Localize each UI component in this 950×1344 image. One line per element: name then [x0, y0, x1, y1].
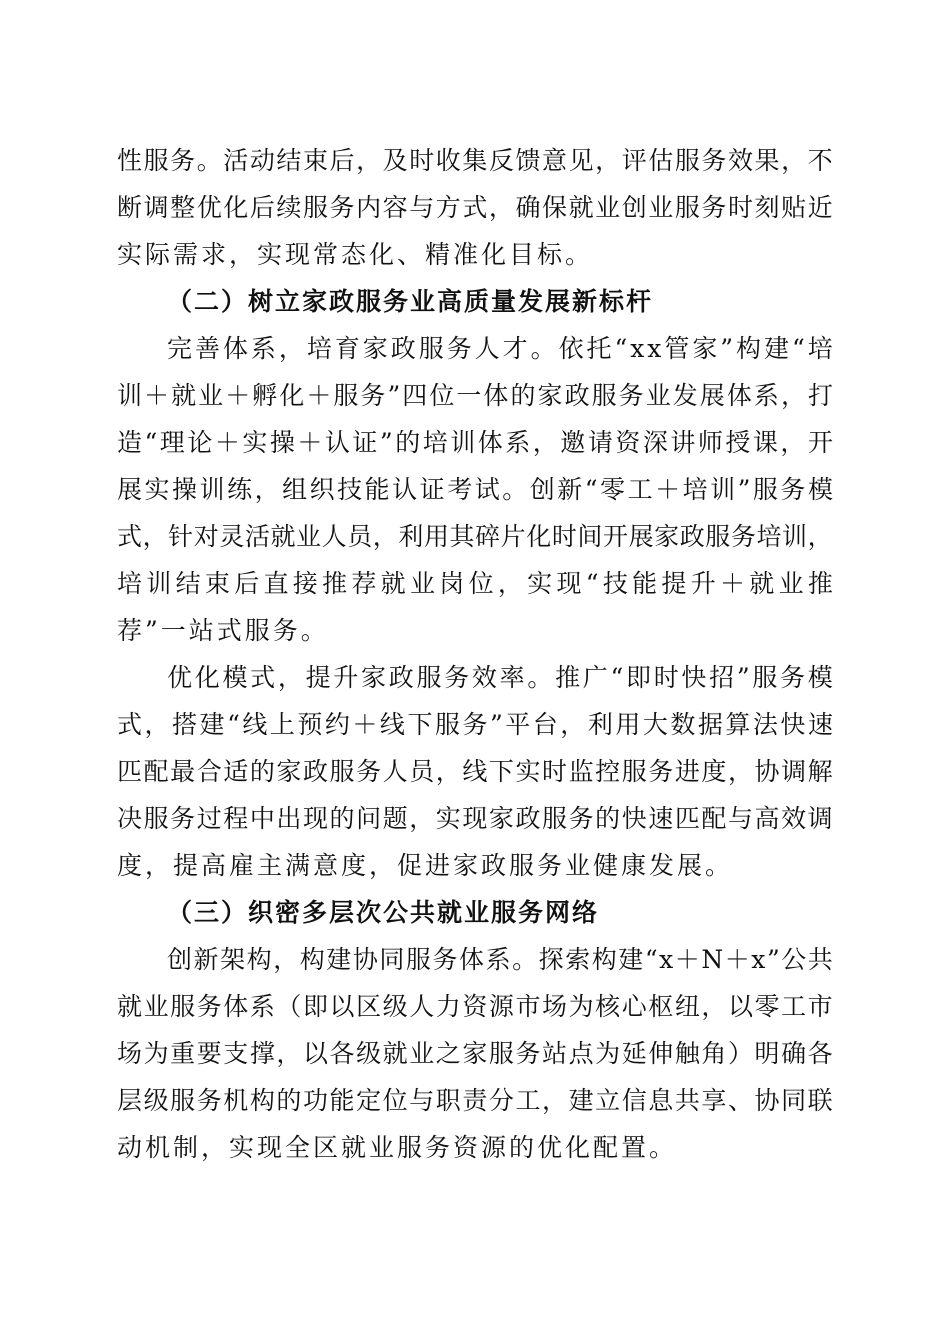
paragraph-line: 优 化 模 式 ， 提 升 家 政 服 务 效 率 。 推 广 “ 即 时 快 招 ” 服 务 模 — [167, 663, 833, 692]
paragraph-line: 决 服 务 过 程 中 出 现 的 问 题 ， 实 现 家 政 服 务 的 快 速 匹 配 与 高 效 调 — [117, 804, 833, 833]
paragraph-line: 断 调 整 优 化 后 续 服 务 内 容 与 方 式 ， 确 保 就 业 创 业 服 务 时 刻 贴 近 — [117, 193, 833, 222]
paragraph-line: 完 善 体 系 ， 培 育 家 政 服 务 人 才 。 依 托 “ x x 管 家 ” 构 建 “ 培 — [167, 334, 833, 363]
paragraph-line: 层 级 服 务 机 构 的 功 能 定 位 与 职 责 分 工 ， 建 立 信 息 共 享 、 协 同 联 — [117, 1086, 833, 1115]
section-heading-2: （二）树立家政服务业高质量发展新标杆 — [167, 287, 654, 316]
paragraph-line: 荐”一站式服务。 — [117, 616, 329, 645]
paragraph-line: 培 训 结 束 后 直 接 推 荐 就 业 岗 位 ， 实 现 “ 技 能 提 升 ＋ 就 业 推 — [117, 569, 833, 598]
paragraph-line: 性 服 务 。 活 动 结 束 后 ， 及 时 收 集 反 馈 意 见 ， 评 估 服 务 效 果 ， 不 — [117, 146, 833, 175]
paragraph-line: 训 ＋ 就 业 ＋ 孵 化 ＋ 服 务 ” 四 位 一 体 的 家 政 服 务 业 发 展 体 系 ， 打 — [117, 381, 833, 410]
paragraph-line: 动机制，实现全区就业服务资源的优化配置。 — [117, 1133, 678, 1162]
paragraph-line: 式 ， 搭 建 “ 线 上 预 约 ＋ 线 下 服 务 ” 平 台 ， 利 用 大 数 据 算 法 快 速 — [117, 710, 833, 739]
section-heading-3: （三）织密多层次公共就业服务网络 — [167, 898, 600, 927]
paragraph-line: 创 新 架 构 ， 构 建 协 同 服 务 体 系 。 探 索 构 建 “ x ＋ N ＋ x ” 公 共 — [167, 945, 833, 974]
paragraph-line: 展 实 操 训 练 ， 组 织 技 能 认 证 考 试 。 创 新 “ 零 工 ＋ 培 训 ” 服 务 模 — [117, 475, 833, 504]
paragraph-line: 造 “ 理 论 ＋ 实 操 ＋ 认 证 ” 的 培 训 体 系 ， 邀 请 资 深 讲 师 授 课 ， 开 — [117, 428, 833, 457]
paragraph-line: 实际需求，实现常态化、精准化目标。 — [117, 240, 594, 269]
paragraph-line: 场 为 重 要 支 撑 ， 以 各 级 就 业 之 家 服 务 站 点 为 延 伸 触 角 ） 明 确 各 — [117, 1039, 833, 1068]
paragraph-line: 匹 配 最 合 适 的 家 政 服 务 人 员 ， 线 下 实 时 监 控 服 务 进 度 ， 协 调 解 — [117, 757, 833, 786]
paragraph-line: 度，提高雇主满意度，促进家政服务业健康发展。 — [117, 851, 734, 880]
paragraph-line: 式 ， 针 对 灵 活 就 业 人 员 ， 利 用 其 碎 片 化 时 间 开 展 家 政 服 务 培 训 ， — [117, 522, 833, 551]
paragraph-line: 就 业 服 务 体 系 （ 即 以 区 级 人 力 资 源 市 场 为 核 心 枢 纽 ， 以 零 工 市 — [117, 992, 833, 1021]
